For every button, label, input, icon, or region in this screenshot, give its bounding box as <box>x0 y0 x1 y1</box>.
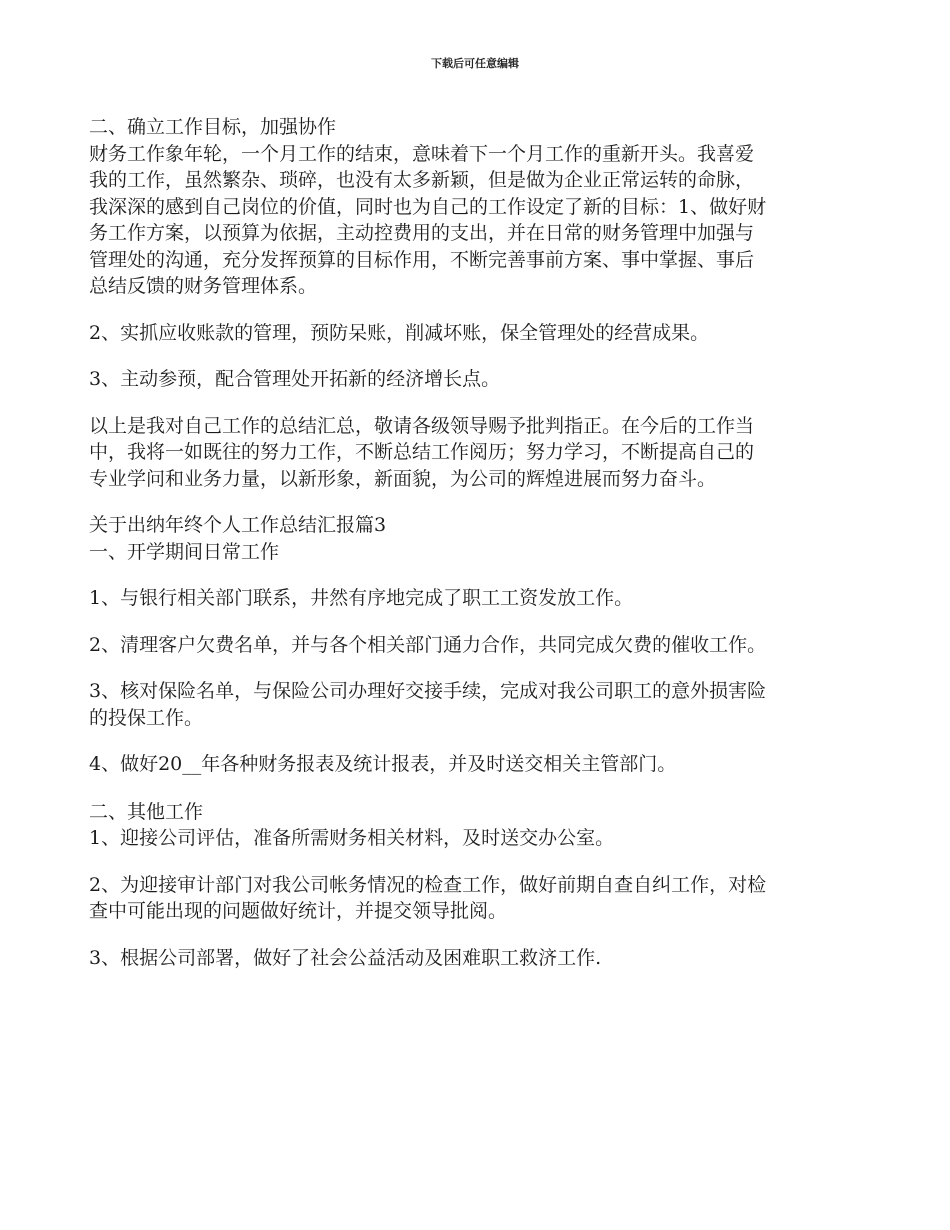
list-item <box>89 825 864 852</box>
article-title: 关于出纳年终个人工作总结汇报篇3 <box>89 514 387 536</box>
text-line: 3、根据公司部署，做好了社会公益活动及困难职工救济工作. <box>89 946 602 969</box>
text-line: 2、清理客户欠费名单，并与各个相关部门通力合作，共同完成欠费的催收工作。 <box>89 633 767 656</box>
text-line: 我的工作，虽然繁杂、琐碎，也没有太多新颖，但是做为企业正常运转的命脉， <box>89 169 755 191</box>
list-item <box>89 751 864 778</box>
list-item <box>89 872 864 925</box>
text-line: 的投保工作。 <box>89 706 204 729</box>
list-item <box>89 632 864 659</box>
text-line: 管理处的沟通，充分发挥预算的目标作用，不断完善事前方案、事中掌握、事后 <box>89 248 755 271</box>
text-line: 务工作方案，以预算为依据，主动控费用的支出，并在日常的财务管理中加强与 <box>89 222 755 244</box>
text-line: 1、与银行相关部门联系，井然有序地完成了职工工资发放工作。 <box>89 587 634 609</box>
section-heading-other-work: 二、其他工作 <box>89 800 204 823</box>
paragraph-conclusion <box>89 413 864 493</box>
text-line: 专业学问和业务力量，以新形象，新面貌，为公司的辉煌进展而努力奋斗。 <box>89 467 717 490</box>
text-line: 查中可能出现的问题做好统计，并提交领导批阅。 <box>89 900 508 922</box>
text-line: 中，我将一如既往的努力工作，不断总结工作阅历；努力学习，不断提高自己的 <box>89 441 755 463</box>
section-heading-daily-work: 一、开学期间日常工作 <box>89 540 280 563</box>
text-line: 总结反馈的财务管理体系。 <box>89 275 318 297</box>
text-line: 以上是我对自己工作的总结汇总，敬请各级领导赐予批判指正。在今后的工作当 <box>89 414 755 437</box>
text-line: 3、核对保险名单，与保险公司办理好交接手续，完成对我公司职工的意外损害险 <box>89 680 767 702</box>
text-line: 2、为迎接审计部门对我公司帐务情况的检查工作，做好前期自查自纠工作，对检 <box>89 873 767 896</box>
list-item <box>89 678 864 731</box>
page-header: 下载后可任意编辑 <box>431 57 519 70</box>
list-item: 2、实抓应收账款的管理，预防呆账，削减坏账，保全管理处的经营成果。 <box>89 321 710 344</box>
text-line: 4、做好20__年各种财务报表及统计报表，并及时送交相关主管部门。 <box>89 753 677 775</box>
list-item <box>89 945 864 972</box>
paragraph-annual-ring <box>89 141 864 300</box>
list-item: 3、主动参预，配合管理处开拓新的经济增长点。 <box>89 368 501 390</box>
text-line: 财务工作象年轮，一个月工作的结束，意味着下一个月工作的重新开头。我喜爱 <box>89 142 755 165</box>
text-line: 1、迎接公司评估，准备所需财务相关材料，及时送交办公室。 <box>89 827 615 849</box>
section-heading-goals: 二、确立工作目标，加强协作 <box>89 116 337 138</box>
document-body <box>89 114 864 971</box>
text-line: 我深深的感到自己岗位的价值，同时也为自己的工作设定了新的目标：1、做好财 <box>89 195 767 218</box>
list-item <box>89 585 864 612</box>
